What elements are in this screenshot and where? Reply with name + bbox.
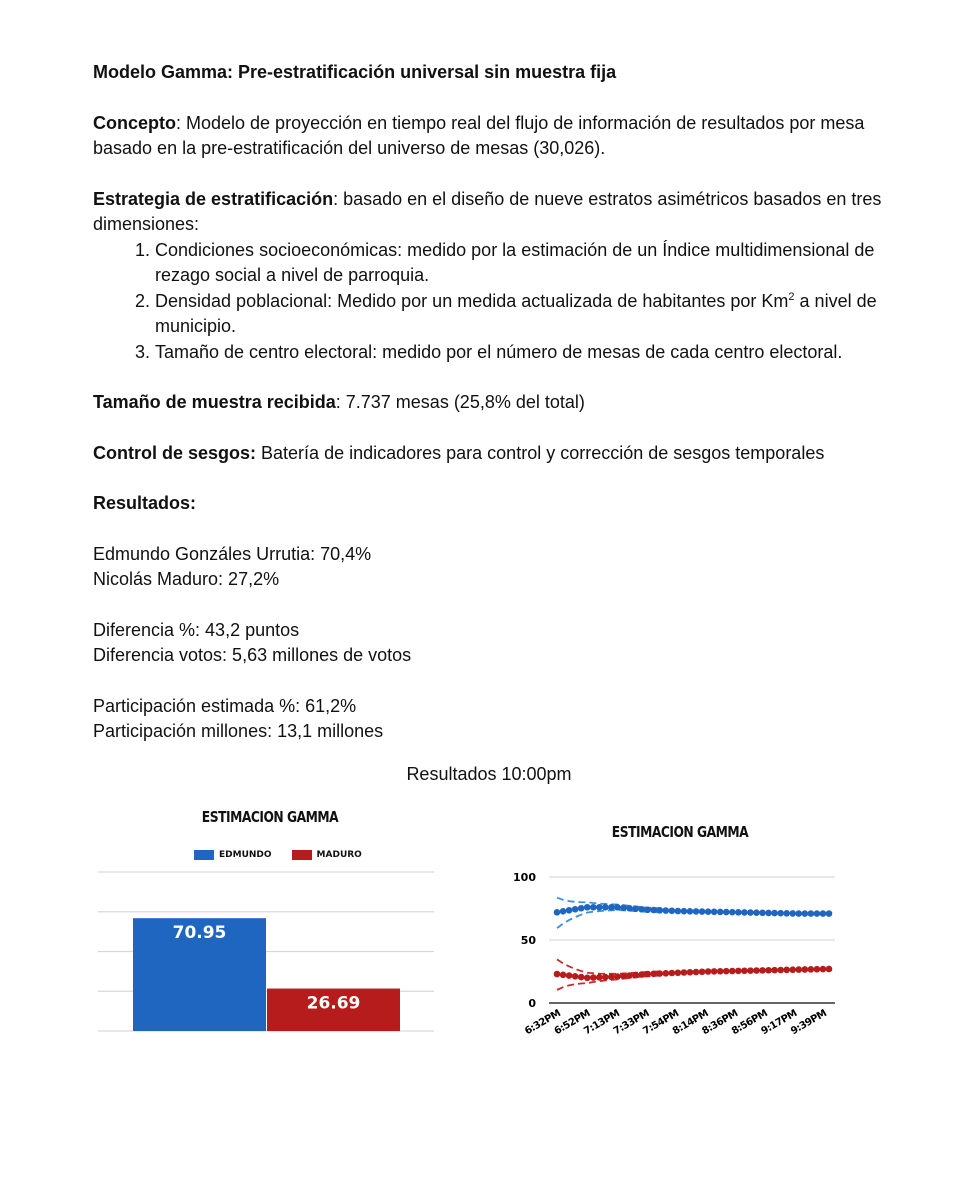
bar-chart-plot: [90, 800, 450, 1050]
data-point: [614, 904, 621, 911]
data-point: [590, 904, 597, 911]
data-point: [681, 908, 688, 915]
series-edmundo: [554, 904, 833, 917]
line-chart-gridlines: [513, 871, 835, 1010]
data-point: [771, 910, 778, 917]
data-point: [802, 966, 809, 973]
data-point: [789, 910, 796, 917]
x-tick-label: 8:56PM: [729, 1008, 770, 1038]
data-point: [644, 906, 651, 913]
x-tick-label: 6:52PM: [552, 1008, 593, 1038]
data-point: [789, 966, 796, 973]
data-point: [693, 908, 700, 915]
data-point: [808, 966, 815, 973]
data-point: [765, 967, 772, 974]
data-point: [596, 974, 603, 981]
data-point: [675, 908, 682, 915]
data-point: [566, 972, 573, 979]
data-point: [560, 971, 567, 978]
x-tick-label: 6:32PM: [523, 1008, 563, 1038]
data-point: [681, 969, 688, 976]
data-point: [554, 909, 561, 916]
data-point: [650, 907, 657, 914]
data-point: [820, 910, 827, 917]
data-point: [632, 905, 639, 912]
data-point: [777, 910, 784, 917]
line-chart-title: ESTIMACION GAMMA: [611, 823, 749, 841]
data-point: [675, 969, 682, 976]
dimension-item: 3. Tamaño de centro electoral: medido por el número de mesas de cada centro electoral.: [155, 340, 893, 366]
data-point: [735, 968, 742, 975]
data-point: [826, 910, 833, 917]
data-point: [608, 904, 615, 911]
data-point: [554, 971, 561, 978]
x-tick-label: 7:13PM: [582, 1008, 622, 1038]
data-point: [808, 910, 815, 917]
concepto-label: Concepto: [93, 112, 176, 133]
participacion-millones: Participación millones: 13,1 millones: [93, 721, 384, 741]
x-tick-label: 9:39PM: [789, 1008, 829, 1038]
data-point: [729, 909, 736, 916]
data-point: [826, 966, 833, 973]
data-point: [687, 908, 694, 915]
data-point: [717, 968, 724, 975]
dimension-item: 2. Densidad poblacional: Medido por un medida actualizada de habitantes por Km$^2$ a nivel de municipio.: [155, 289, 893, 340]
sesgos-paragraph: [93, 441, 893, 467]
data-point: [723, 909, 730, 916]
dimension-item: 1. Condiciones socioeconómicas: medido por la estimación de un Índice multidimensional de rezago social a nivel de parroquia.: [155, 238, 893, 289]
data-point: [814, 966, 821, 973]
line-chart-series: [554, 898, 833, 990]
muestra-text: : 7.737 mesas (25,8% del total): [335, 392, 585, 412]
data-point: [814, 910, 821, 917]
data-point: [705, 968, 712, 975]
line-chart-plot: [500, 815, 860, 1055]
dimensions-list: [93, 238, 893, 366]
data-point: [753, 967, 760, 974]
data-point: [717, 909, 724, 916]
confidence-band-edmundo: [557, 910, 660, 928]
results-time-heading: Resultados 10:00pm: [406, 764, 572, 784]
data-point: [632, 972, 639, 979]
x-tick-label: 8:36PM: [700, 1008, 740, 1038]
data-point: [753, 909, 760, 916]
data-point: [699, 968, 706, 975]
estrategia-label: Estrategia de estratificación: [93, 188, 334, 209]
document-title: Modelo Gamma: Pre-estratificación universal sin muestra fija: [93, 62, 617, 82]
diferencia-votos: Diferencia votos: 5,63 millones de votos: [93, 645, 412, 665]
line-chart-x-axis-labels: [523, 1008, 829, 1037]
estrategia-text: : basado en el diseño de nueve estratos asimétricos basados en tres dimensiones:: [93, 188, 882, 234]
data-point: [650, 970, 657, 977]
sesgos-text: Batería de indicadores para control y corrección de sesgos temporales: [256, 442, 825, 463]
data-point: [783, 910, 790, 917]
data-point: [669, 907, 676, 914]
data-point: [771, 967, 778, 974]
data-point: [759, 909, 766, 916]
data-point: [687, 969, 694, 976]
y-tick-label: 50: [520, 934, 536, 947]
sesgos-label: Control de sesgos:: [93, 442, 257, 463]
bar-data-label: 26.69: [306, 993, 361, 1014]
data-point: [572, 906, 579, 913]
muestra-paragraph: [93, 390, 893, 416]
data-point: [747, 909, 754, 916]
data-point: [741, 909, 748, 916]
resultados-heading: Resultados:: [93, 493, 197, 513]
data-point: [765, 910, 772, 917]
x-tick-label: 7:33PM: [611, 1008, 652, 1038]
estrategia-paragraph: [93, 187, 893, 238]
data-point: [669, 970, 676, 977]
data-point: [820, 966, 827, 973]
data-point: [656, 907, 663, 914]
y-tick-label: 0: [528, 997, 536, 1010]
data-point: [711, 968, 718, 975]
x-tick-label: 9:17PM: [759, 1008, 799, 1038]
data-point: [777, 967, 784, 974]
confidence-band-maduro: [557, 959, 660, 973]
bar-data-label: 70.95: [172, 923, 227, 944]
data-point: [584, 904, 591, 911]
data-point: [560, 908, 567, 915]
data-point: [747, 967, 754, 974]
data-point: [711, 908, 718, 915]
data-point: [614, 973, 621, 980]
data-point: [656, 970, 663, 977]
participacion-pct: Participación estimada %: 61,2%: [93, 695, 357, 716]
data-point: [741, 967, 748, 974]
data-point: [620, 904, 627, 911]
document-body: [93, 60, 893, 745]
data-point: [723, 968, 730, 975]
data-point: [638, 906, 645, 913]
data-point: [566, 907, 573, 914]
data-point: [590, 974, 597, 981]
data-point: [663, 907, 670, 914]
data-point: [602, 974, 609, 981]
concepto-paragraph: [93, 111, 893, 162]
data-point: [759, 967, 766, 974]
data-point: [783, 967, 790, 974]
bar-chart-bars: [133, 918, 400, 1031]
data-point: [795, 966, 802, 973]
diferencia-pct: Diferencia %: 43,2 puntos: [93, 619, 300, 640]
data-point: [620, 973, 627, 980]
data-point: [602, 904, 609, 911]
muestra-label: Tamaño de muestra recibida: [93, 392, 336, 412]
data-point: [663, 970, 670, 977]
data-point: [608, 973, 615, 980]
data-point: [735, 909, 742, 916]
result-edmundo: Edmundo Gonzáles Urrutia: 70,4%: [93, 543, 372, 564]
line-chart: [500, 815, 860, 1055]
series-maduro: [554, 966, 833, 981]
data-point: [578, 974, 585, 981]
result-maduro: Nicolás Maduro: 27,2%: [93, 569, 280, 589]
bar-chart: [90, 800, 450, 1050]
data-point: [705, 908, 712, 915]
data-point: [584, 975, 591, 982]
data-point: [626, 905, 633, 912]
y-tick-label: 100: [513, 871, 536, 884]
bar-chart-title: ESTIMACION GAMMA: [201, 808, 339, 826]
data-point: [729, 968, 736, 975]
data-point: [699, 908, 706, 915]
data-point: [572, 973, 579, 980]
legend-label-edmundo: EDMUNDO: [219, 850, 272, 860]
x-tick-label: 8:14PM: [670, 1008, 711, 1038]
data-point: [638, 971, 645, 978]
data-point: [596, 904, 603, 911]
x-tick-label: 7:54PM: [641, 1008, 681, 1038]
data-point: [644, 971, 651, 978]
data-point: [795, 910, 802, 917]
data-point: [802, 910, 809, 917]
data-point: [578, 905, 585, 912]
data-point: [693, 969, 700, 976]
data-point: [626, 972, 633, 979]
concepto-text: : Modelo de proyección en tiempo real del flujo de información de resultados por mesa basado en la pre-estratificación del universo de mesas (30,026).: [93, 112, 865, 158]
legend-label-maduro: MADURO: [316, 850, 362, 860]
